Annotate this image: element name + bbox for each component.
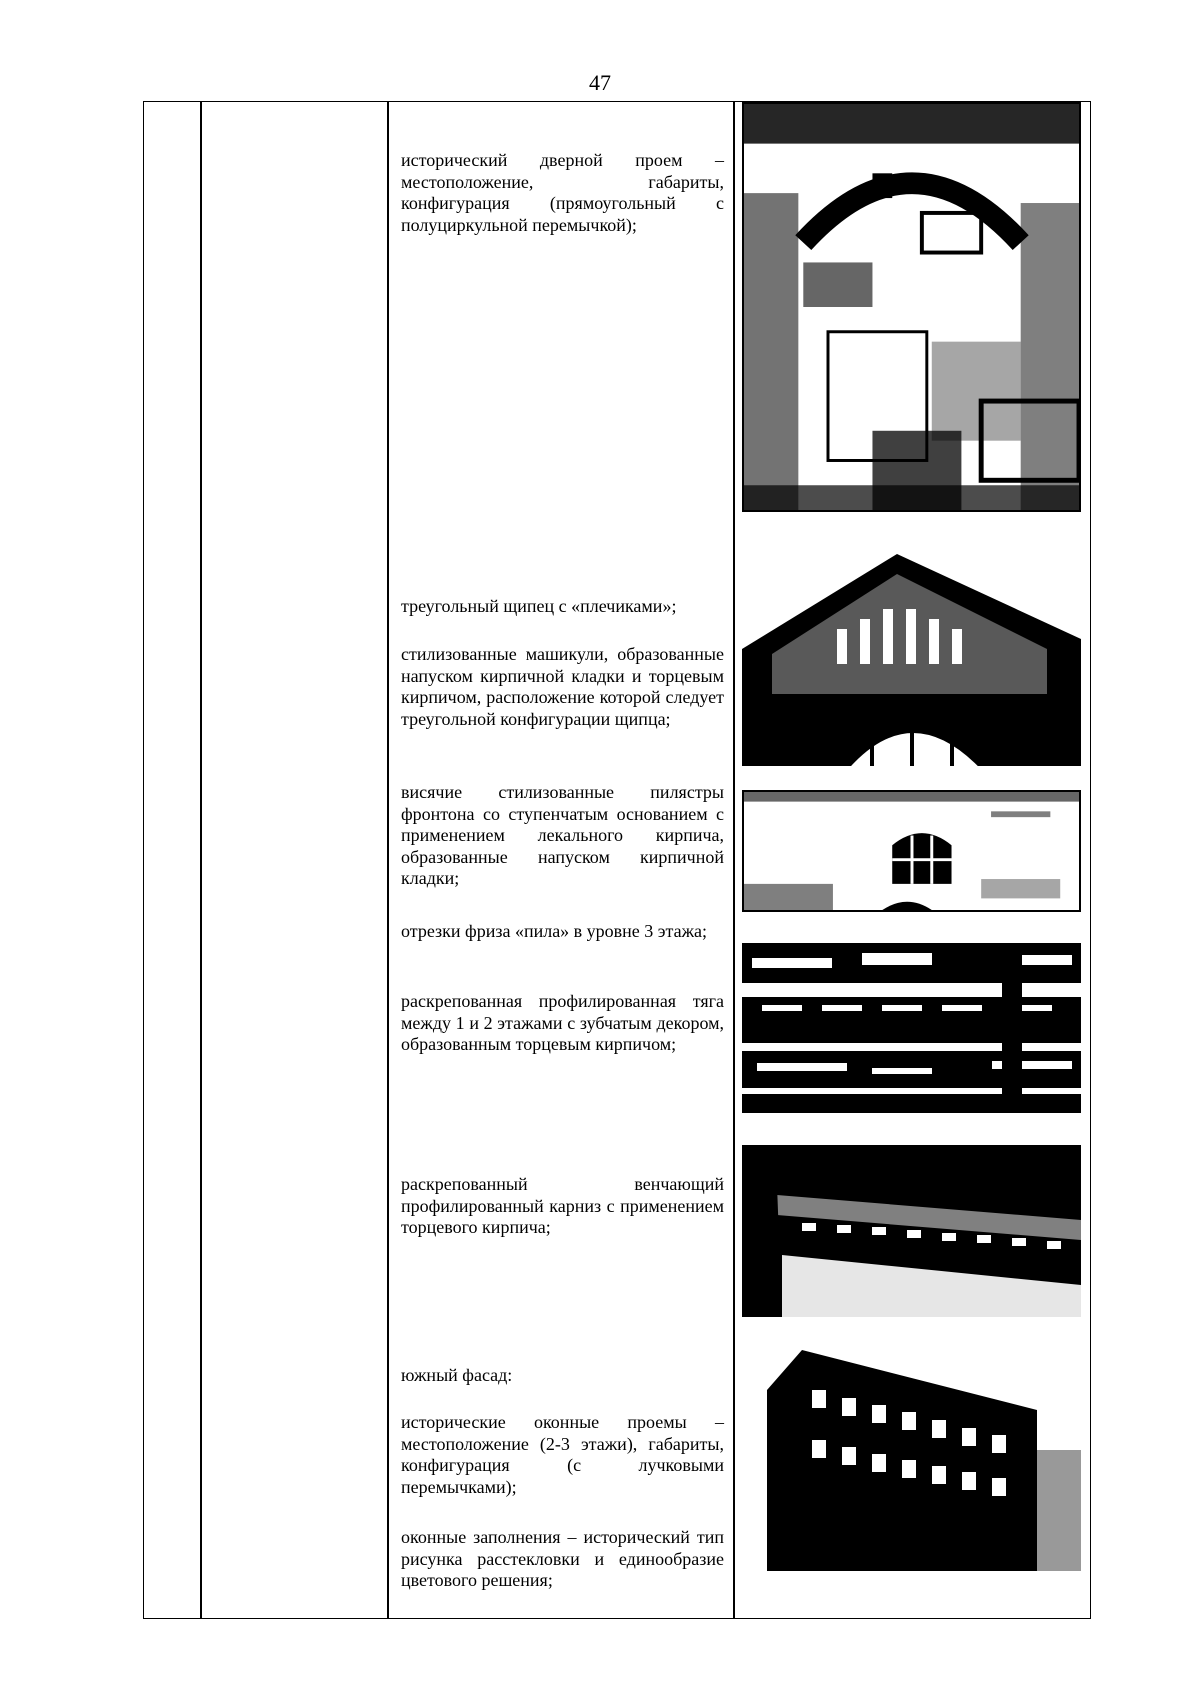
item-text — [401, 1365, 724, 1387]
facade-photo — [742, 1350, 1081, 1571]
item-text — [401, 1412, 724, 1498]
item-text — [401, 782, 724, 890]
page-number: 47 — [589, 70, 611, 95]
item-text — [401, 921, 724, 943]
item-text — [401, 1527, 724, 1592]
item-paragraph: отрезки фриза «пила» в уровне 3 этажа; — [401, 921, 708, 941]
item-paragraph: раскрепованная профилированная тяга между 1 и 2 этажами с зубчатым декором, образованным торцевым кирпичом; — [401, 991, 724, 1055]
doorway-photo — [742, 102, 1081, 512]
item-text — [401, 1174, 724, 1239]
item-paragraph: исторический дверной проем – местоположение, габариты, конфигурация (прямоугольный с полуциркульной перемычкой); — [401, 150, 724, 235]
column-divider — [387, 102, 389, 1618]
item-text — [401, 991, 724, 1056]
pilasters-photo — [742, 790, 1081, 912]
item-text — [401, 596, 724, 618]
item-paragraph: южный фасад: — [401, 1365, 513, 1385]
item-paragraph: треугольный щипец с «плечиками»; — [401, 596, 677, 616]
frieze-photo — [742, 943, 1081, 1113]
item-text — [401, 644, 724, 730]
item-paragraph: висячие стилизованные пилястры фронтона со ступенчатым основанием с применением лекального кирпича, образованные напуском кирпичной кладки; — [401, 782, 724, 889]
item-paragraph: исторические оконные проемы – местоположение (2-3 этажи), габариты, конфигурация (с лучковыми перемычками); — [401, 1412, 724, 1497]
column-divider — [200, 102, 202, 1618]
item-paragraph: раскрепованный венчающий профилированный карниз с применением торцевого кирпича; — [401, 1174, 724, 1238]
cornice-photo — [742, 1145, 1081, 1317]
item-text — [401, 150, 724, 236]
item-paragraph: стилизованные машикули, образованные напуском кирпичной кладки и торцевым кирпичом, расположение которой следует треугольной конфигурации щипца; — [401, 644, 724, 729]
column-divider — [733, 102, 735, 1618]
item-paragraph: оконные заполнения – исторический тип рисунка расстекловки и единообразие цветового решения; — [401, 1527, 724, 1591]
gable-photo — [742, 554, 1081, 766]
